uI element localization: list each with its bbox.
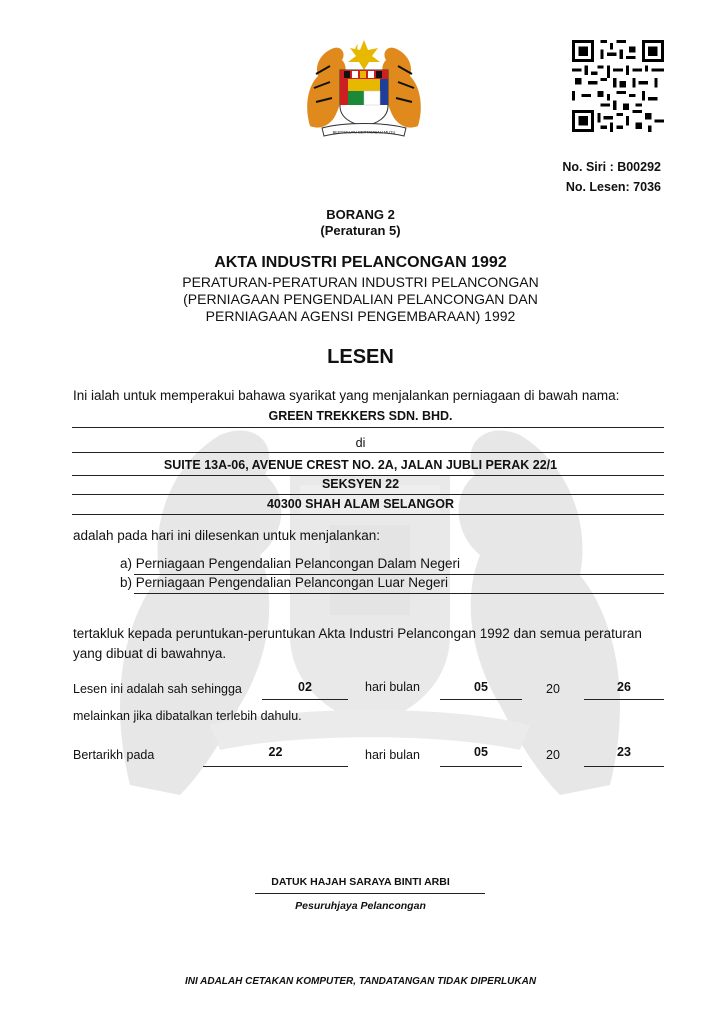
activity-underline-b bbox=[134, 593, 664, 594]
dated-label: Bertarikh pada bbox=[73, 748, 155, 762]
document-title: LESEN bbox=[327, 346, 394, 368]
address-underline-2 bbox=[72, 494, 664, 495]
signatory-name: DATUK HAJAH SARAYA BINTI ARBI bbox=[271, 876, 450, 888]
validity-year: 26 bbox=[617, 680, 631, 694]
form-regulation: (Peraturan 5) bbox=[320, 223, 401, 238]
regulation-line-1: PERATURAN-PERATURAN INDUSTRI PELANCONGAN bbox=[182, 274, 539, 290]
signatory-title: Pesuruhjaya Pelancongan bbox=[295, 900, 426, 912]
validity-century: 20 bbox=[546, 682, 560, 696]
act-title: AKTA INDUSTRI PELANCONGAN 1992 bbox=[214, 254, 507, 271]
licensed-for-text: adalah pada hari ini dilesenkan untuk menjalankan: bbox=[73, 528, 380, 543]
validity-month: 05 bbox=[474, 680, 488, 694]
activity-item-b: b) Perniagaan Pengendalian Pelancongan Luar Negeri bbox=[120, 575, 448, 590]
dated-day-underline bbox=[203, 766, 348, 767]
regulation-line-3: PERNIAGAAN AGENSI PENGEMBARAAN) 1992 bbox=[205, 308, 516, 324]
subject-clause-line-2: yang dibuat di bawahnya. bbox=[73, 646, 227, 661]
signature-line bbox=[255, 893, 485, 894]
intro-text: Ini ialah untuk memperakui bahawa syarikat yang menjalankan perniagaan di bawah nama: bbox=[73, 388, 620, 403]
dated-day: 22 bbox=[268, 745, 283, 759]
validity-month-label: hari bulan bbox=[365, 680, 420, 694]
validity-month-underline bbox=[440, 699, 522, 700]
address-line-1: SUITE 13A-06, AVENUE CREST NO. 2A, JALAN JUBLI PERAK 22/1 bbox=[163, 458, 558, 472]
company-name: GREEN TREKKERS SDN. BHD. bbox=[268, 409, 453, 423]
svg-text:BERSEKUTU BERTAMBAH MUTU: BERSEKUTU BERTAMBAH MUTU bbox=[332, 129, 396, 135]
footer-note: INI ADALAH CETAKAN KOMPUTER, TANDATANGAN TIDAK DIPERLUKAN bbox=[184, 976, 537, 987]
form-name: BORANG 2 bbox=[326, 207, 395, 222]
dated-year-underline bbox=[584, 766, 664, 767]
subject-clause-line-1: tertakluk kepada peruntukan-peruntukan Akta Industri Pelancongan 1992 dan semua peraturan bbox=[73, 626, 642, 641]
dated-month-underline bbox=[440, 766, 522, 767]
address-underline-1 bbox=[72, 475, 664, 476]
serial-number: No. Siri : B00292 bbox=[562, 160, 661, 174]
dated-month-label: hari bulan bbox=[365, 748, 420, 762]
dated-century: 20 bbox=[546, 748, 560, 762]
license-number: No. Lesen: 7036 bbox=[565, 180, 661, 194]
validity-day: 02 bbox=[298, 680, 312, 694]
address-line-3: 40300 SHAH ALAM SELANGOR bbox=[266, 497, 455, 511]
qr-code-icon bbox=[572, 40, 664, 132]
address-underline-3 bbox=[72, 514, 664, 515]
di-underline bbox=[72, 452, 664, 453]
company-underline bbox=[72, 427, 664, 428]
coat-of-arms-icon bbox=[300, 36, 428, 140]
validity-day-underline bbox=[262, 699, 348, 700]
dated-month: 05 bbox=[474, 745, 488, 759]
activity-item-a: a) Perniagaan Pengendalian Pelancongan Dalam Negeri bbox=[120, 556, 460, 571]
di-label: di bbox=[355, 436, 366, 450]
dated-year: 23 bbox=[617, 745, 631, 759]
validity-year-underline bbox=[584, 699, 664, 700]
validity-note: melainkan jika dibatalkan terlebih dahulu. bbox=[73, 709, 302, 723]
validity-label: Lesen ini adalah sah sehingga bbox=[73, 682, 242, 696]
address-line-2: SEKSYEN 22 bbox=[321, 477, 400, 491]
regulation-line-2: (PERNIAGAAN PENGENDALIAN PELANCONGAN DAN bbox=[183, 291, 538, 307]
